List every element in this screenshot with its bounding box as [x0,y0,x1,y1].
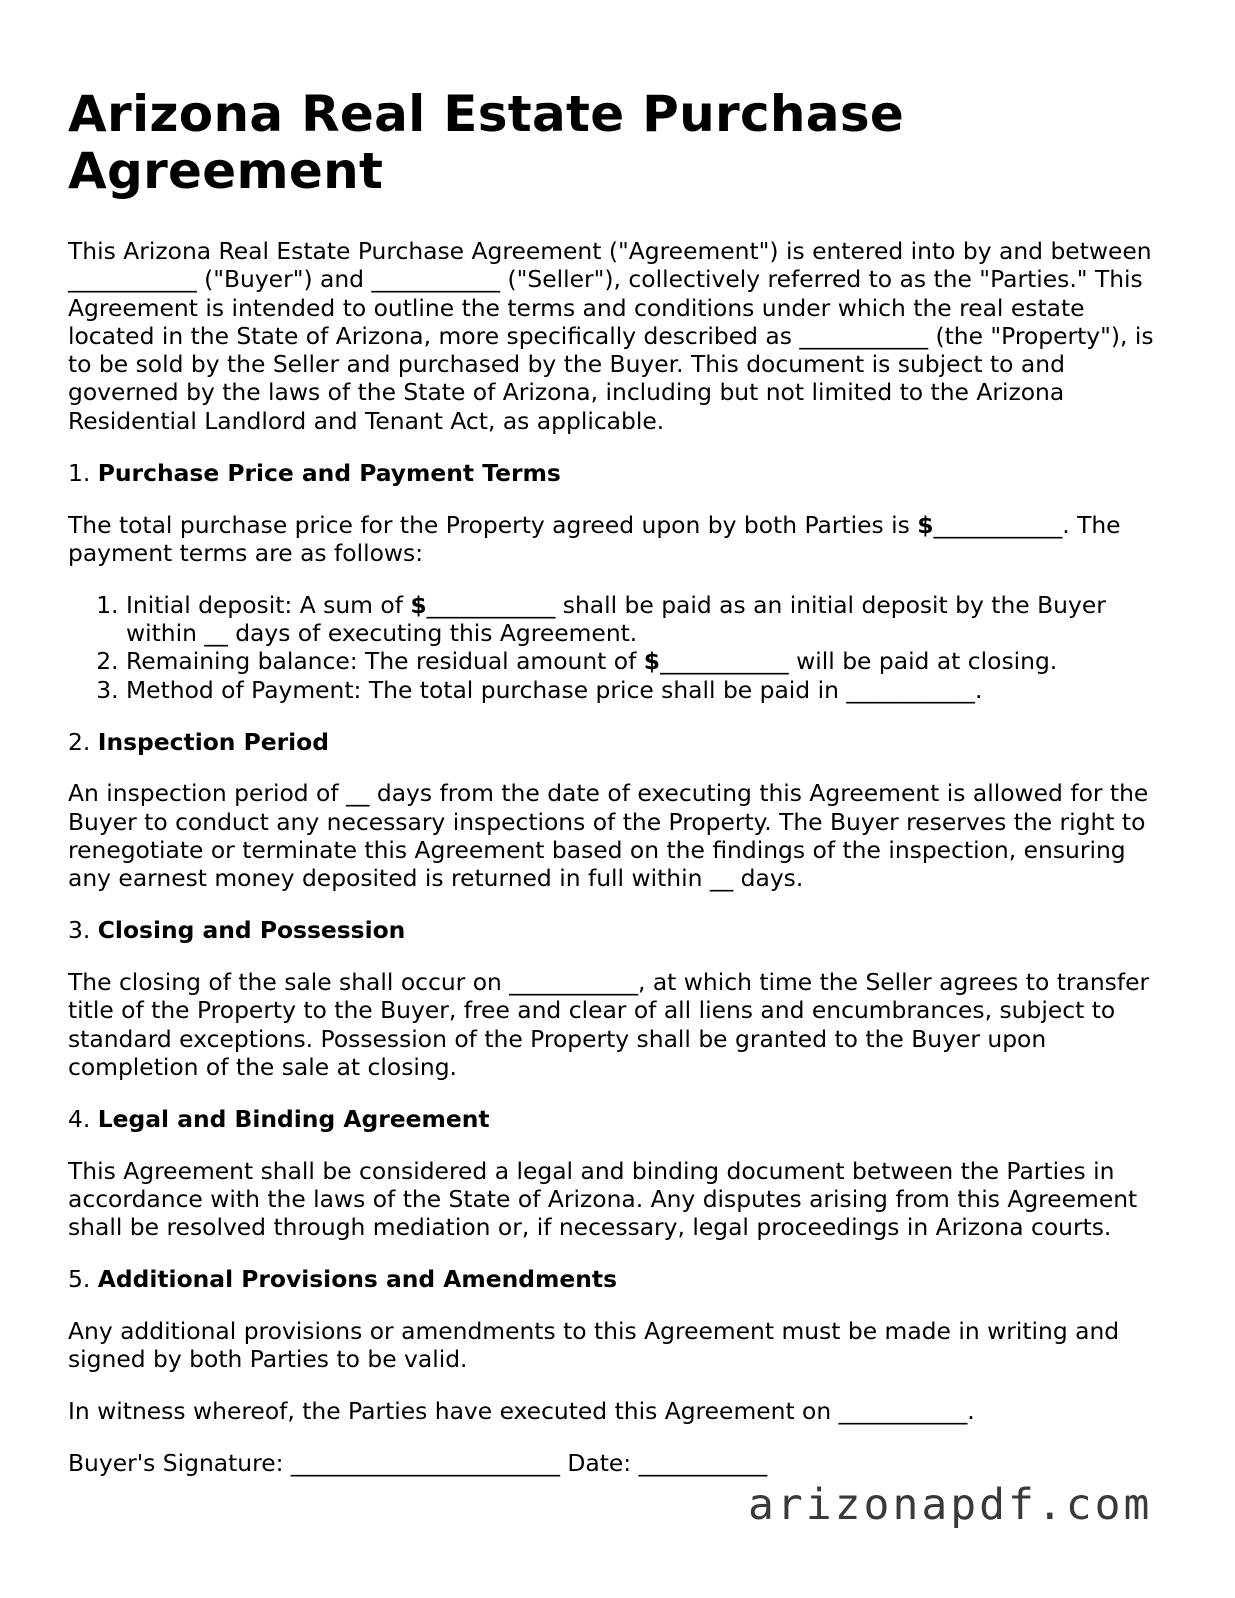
intro-paragraph: This Arizona Real Estate Purchase Agreement ("Agreement") is entered into by and between ___________ ("Buyer") and ___________ ("Seller"), collectively referred to as the "Parties." This Agreement is intended to outline the terms and conditions under which the real estate located in the State of Arizona, more specifically described as ___________ (the "Property"), is to be sold by the Seller and purchased by the Buyer. This document is subject to and governed by the laws of the State of Arizona, including but not limited to the Arizona Residential Landlord and Tenant Act, as applicable. [68,237,1154,435]
watermark-text: arizonapdf.com [748,1480,1153,1530]
section-2-heading: 2. Inspection Period [68,727,329,756]
list-item: 3. Method of Payment: The total purchase price shall be paid in ___________. [126,676,1158,704]
section-4-heading: 4. Legal and Binding Agreement [68,1104,490,1133]
list-item: 1. Initial deposit: A sum of $___________ shall be paid as an initial deposit by the Buyer within __ days of executing this Agreement. [126,591,1158,648]
list-item: 2. Remaining balance: The residual amount of $___________ will be paid at closing. [126,647,1158,675]
section-1-heading: 1. Purchase Price and Payment Terms [68,458,561,487]
document-page [68,86,1158,1478]
section-3-body: The closing of the sale shall occur on ___________, at which time the Seller agrees to transfer title of the Property to the Buyer, free and clear of all liens and encumbrances, subject to standard exceptions. Possession of the Property shall be granted to the Buyer upon completion of the sale at closing. [68,968,1150,1081]
payment-terms-list [68,591,1158,704]
section-4-body: This Agreement shall be considered a legal and binding document between the Parties in accordance with the laws of the State of Arizona. Any disputes arising from this Agreement shall be resolved through mediation or, if necessary, legal proceedings in Arizona courts. [68,1156,1138,1242]
section-5-heading: 5. Additional Provisions and Amendments [68,1265,618,1294]
section-3-heading: 3. Closing and Possession [68,916,406,945]
witness-statement: In witness whereof, the Parties have executed this Agreement on ___________. [68,1397,975,1426]
section-5-body: Any additional provisions or amendments to this Agreement must be made in writing and signed by both Parties to be valid. [68,1317,1120,1374]
buyer-signature-line: Buyer's Signature: _______________________ Date: ___________ [68,1449,768,1478]
section-2-body: An inspection period of __ days from the date of executing this Agreement is allowed for the Buyer to conduct any necessary inspections of the Property. The Buyer reserves the right to renegotiate or terminate this Agreement based on the findings of the inspection, ensuring any earnest money deposited is returned in full within __ days. [68,779,1149,893]
section-1-body: The total purchase price for the Property agreed upon by both Parties is $___________. The payment terms are as follows: [68,510,1121,567]
document-title: Arizona Real Estate Purchase Agreement [68,85,905,200]
